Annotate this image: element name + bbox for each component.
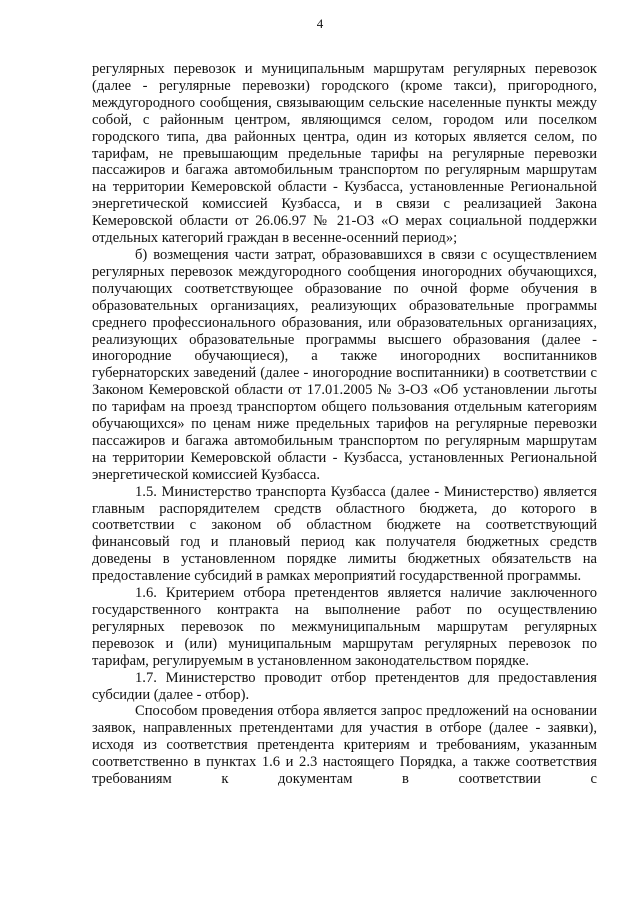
document-body	[92, 61, 597, 788]
paragraph-clause-1-6: 1.6. Критерием отбора претендентов является наличие заключенного государственного контракта на выполнение работ по осуществлению регулярных перевозок по межмуниципальным маршрутам регулярных перевозок и (или) муниципальным маршрутам регулярных перевозок по тарифам, регулируемым в установленном законодательством порядке.	[92, 585, 597, 669]
paragraph-clause-1-5: 1.5. Министерство транспорта Кузбасса (далее - Министерство) является главным распорядителем средств областного бюджета, до которого в соответствии с законом об областном бюджете на соответствующий финансовый год и плановый период как получателя бюджетных средств доведены в установленном порядке лимиты бюджетных обязательств на предоставление субсидий в рамках мероприятий государственной программы.	[92, 483, 597, 585]
paragraph-selection-method: Способом проведения отбора является запрос предложений на основании заявок, направленных претендентами для участия в отборе (далее - заявки), исходя из соответствия претендента критериям и требованиям, указанным соответственно в пунктах 1.6 и 2.3 настоящего Порядка, а также соответствия требованиям к документам в соответствии с	[92, 703, 597, 788]
paragraph-item-b: б) возмещения части затрат, образовавшихся в связи с осуществлением регулярных перевозок междугородного сообщения иногородних обучающихся, получающих соответствующее образование по очной форме обучения в образовательных организациях, реализующих образовательные программы среднего профессионального образования, или образовательных организациях, реализующих образовательные программы высшего образования (далее - иногородние обучающиеся), а также иногородних воспитанников губернаторских заведений (далее - иногородние воспитанники) в соответствии с Законом Кемеровской области от 17.01.2005 № 3-ОЗ «Об установлении льготы по тарифам на проезд транспортом общего пользования отдельным категориям обучающихся» по ценам ниже предельных тарифов на регулярные перевозки пассажиров и багажа автомобильным транспортом по регулярным маршрутам на территории Кемеровской области - Кузбасса, установленных Региональной энергетической комиссией Кузбасса.	[92, 246, 597, 483]
page-number: 4	[316, 16, 324, 31]
paragraph-continuation: регулярных перевозок и муниципальным маршрутам регулярных перевозок (далее - регулярные перевозки) городского (кроме такси), пригородного, междугородного сообщения, связывающим сельские населенные пункты между собой, с районным центром, являющимся селом, городом или поселком городского типа, два районных центра, один из которых является селом, по тарифам, не превышающим предельные тарифы на регулярные перевозки пассажиров и багажа автомобильным транспортом по регулярным маршрутам на территории Кемеровской области - Кузбасса, установленные Региональной энергетической комиссией Кузбасса, и в связи с реализацией Закона Кемеровской области от 26.06.97 № 21-ОЗ «О мерах социальной поддержки отдельных категорий граждан в весенне-осенний период»;	[92, 61, 597, 247]
paragraph-clause-1-7: 1.7. Министерство проводит отбор претендентов для предоставления субсидии (далее - отбор).	[92, 669, 597, 703]
